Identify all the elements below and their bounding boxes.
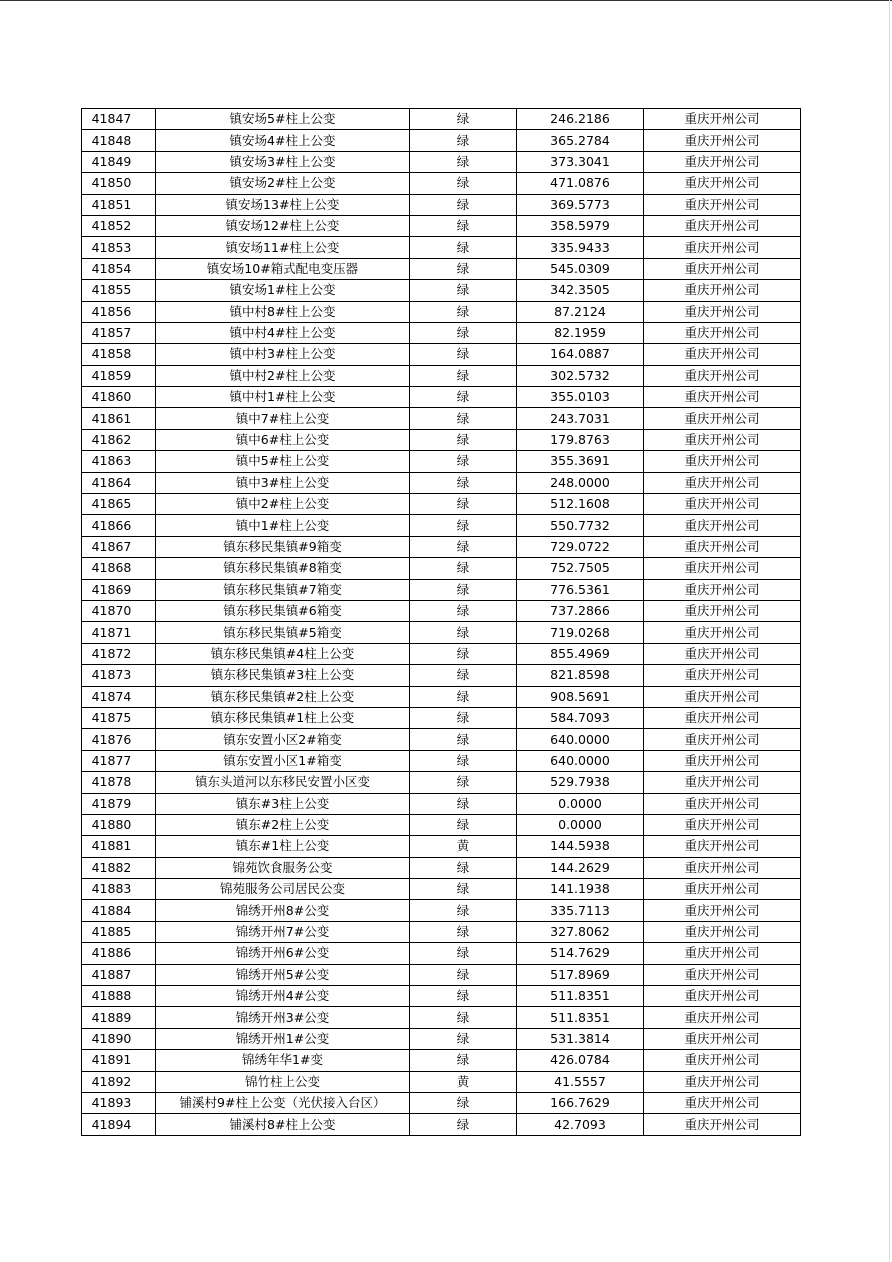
cell-id: 41859 [82,365,156,386]
cell-id: 41885 [82,921,156,942]
cell-id: 41858 [82,344,156,365]
table-row [82,943,801,964]
cell-status: 绿 [410,258,517,279]
cell-value: 144.5938 [517,836,644,857]
cell-company: 重庆开州公司 [644,986,801,1007]
cell-status: 绿 [410,665,517,686]
cell-name: 镇中3#柱上公变 [156,472,410,493]
cell-value: 640.0000 [517,729,644,750]
cell-id: 41861 [82,408,156,429]
cell-value: 855.4969 [517,643,644,664]
table-row [82,322,801,343]
cell-name: 铺溪村8#柱上公变 [156,1114,410,1135]
cell-name: 镇中村2#柱上公变 [156,365,410,386]
cell-company: 重庆开州公司 [644,686,801,707]
table-row [82,280,801,301]
cell-value: 545.0309 [517,258,644,279]
cell-value: 584.7093 [517,707,644,728]
cell-status: 绿 [410,429,517,450]
cell-id: 41851 [82,194,156,215]
cell-status: 绿 [410,1028,517,1049]
cell-id: 41849 [82,151,156,172]
cell-company: 重庆开州公司 [644,280,801,301]
cell-id: 41868 [82,558,156,579]
cell-company: 重庆开州公司 [644,1092,801,1113]
table-row [82,836,801,857]
cell-value: 737.2866 [517,600,644,621]
cell-value: 342.3505 [517,280,644,301]
cell-status: 绿 [410,322,517,343]
cell-status: 绿 [410,579,517,600]
cell-company: 重庆开州公司 [644,921,801,942]
cell-status: 黄 [410,1071,517,1092]
cell-name: 镇东#2柱上公变 [156,814,410,835]
cell-id: 41876 [82,729,156,750]
cell-status: 绿 [410,194,517,215]
cell-name: 镇东安置小区1#箱变 [156,750,410,771]
cell-name: 锦绣开州4#公变 [156,986,410,1007]
table-row [82,429,801,450]
cell-value: 179.8763 [517,429,644,450]
table-row [82,1092,801,1113]
cell-value: 471.0876 [517,173,644,194]
cell-value: 511.8351 [517,1007,644,1028]
cell-company: 重庆开州公司 [644,857,801,878]
cell-name: 镇东移民集镇#8箱变 [156,558,410,579]
cell-status: 绿 [410,879,517,900]
cell-company: 重庆开州公司 [644,536,801,557]
cell-value: 752.7505 [517,558,644,579]
cell-status: 绿 [410,943,517,964]
cell-name: 锦绣开州6#公变 [156,943,410,964]
table-row [82,451,801,472]
table-row [82,344,801,365]
cell-id: 41848 [82,130,156,151]
cell-value: 529.7938 [517,772,644,793]
cell-id: 41857 [82,322,156,343]
cell-status: 绿 [410,1092,517,1113]
cell-name: 镇东头道河以东移民安置小区变 [156,772,410,793]
cell-name: 镇东移民集镇#3柱上公变 [156,665,410,686]
table-row [82,900,801,921]
cell-status: 绿 [410,1050,517,1071]
cell-value: 42.7093 [517,1114,644,1135]
cell-company: 重庆开州公司 [644,729,801,750]
cell-value: 719.0268 [517,622,644,643]
cell-name: 镇安场2#柱上公变 [156,173,410,194]
cell-name: 镇安场5#柱上公变 [156,109,410,130]
cell-id: 41847 [82,109,156,130]
cell-value: 511.8351 [517,986,644,1007]
cell-name: 锦绣开州5#公变 [156,964,410,985]
cell-id: 41884 [82,900,156,921]
cell-company: 重庆开州公司 [644,408,801,429]
cell-name: 镇安场3#柱上公变 [156,151,410,172]
cell-status: 绿 [410,558,517,579]
cell-id: 41863 [82,451,156,472]
cell-company: 重庆开州公司 [644,1071,801,1092]
table-body [82,109,801,1136]
cell-company: 重庆开州公司 [644,1050,801,1071]
cell-company: 重庆开州公司 [644,665,801,686]
table-row [82,857,801,878]
cell-name: 镇安场10#箱式配电变压器 [156,258,410,279]
cell-status: 绿 [410,387,517,408]
cell-value: 335.9433 [517,237,644,258]
cell-company: 重庆开州公司 [644,579,801,600]
cell-company: 重庆开州公司 [644,515,801,536]
cell-status: 绿 [410,750,517,771]
table-row [82,258,801,279]
cell-id: 41871 [82,622,156,643]
table-row [82,1028,801,1049]
cell-name: 镇东#3柱上公变 [156,793,410,814]
cell-status: 绿 [410,365,517,386]
cell-company: 重庆开州公司 [644,429,801,450]
cell-value: 248.0000 [517,472,644,493]
cell-status: 绿 [410,280,517,301]
cell-value: 373.3041 [517,151,644,172]
cell-status: 绿 [410,793,517,814]
cell-value: 166.7629 [517,1092,644,1113]
table-row [82,986,801,1007]
cell-id: 41862 [82,429,156,450]
table-row [82,215,801,236]
table-row [82,729,801,750]
cell-company: 重庆开州公司 [644,1028,801,1049]
cell-company: 重庆开州公司 [644,109,801,130]
cell-status: 绿 [410,536,517,557]
cell-name: 镇中村1#柱上公变 [156,387,410,408]
cell-id: 41875 [82,707,156,728]
cell-value: 87.2124 [517,301,644,322]
table-row [82,622,801,643]
cell-company: 重庆开州公司 [644,365,801,386]
cell-name: 锦绣开州3#公变 [156,1007,410,1028]
cell-name: 锦绣开州8#公变 [156,900,410,921]
cell-value: 355.3691 [517,451,644,472]
cell-status: 黄 [410,836,517,857]
cell-company: 重庆开州公司 [644,301,801,322]
cell-status: 绿 [410,986,517,1007]
cell-id: 41856 [82,301,156,322]
table-row [82,130,801,151]
cell-id: 41869 [82,579,156,600]
cell-name: 镇东移民集镇#6箱变 [156,600,410,621]
cell-company: 重庆开州公司 [644,707,801,728]
cell-name: 镇东移民集镇#5箱变 [156,622,410,643]
table-row [82,1007,801,1028]
table-row [82,643,801,664]
cell-id: 41883 [82,879,156,900]
cell-name: 铺溪村9#柱上公变（光伏接入台区） [156,1092,410,1113]
cell-value: 0.0000 [517,814,644,835]
cell-name: 镇安场4#柱上公变 [156,130,410,151]
cell-status: 绿 [410,772,517,793]
cell-value: 365.2784 [517,130,644,151]
cell-name: 镇东移民集镇#1柱上公变 [156,707,410,728]
cell-company: 重庆开州公司 [644,750,801,771]
cell-status: 绿 [410,344,517,365]
cell-name: 锦绣开州1#公变 [156,1028,410,1049]
cell-value: 335.7113 [517,900,644,921]
cell-company: 重庆开州公司 [644,494,801,515]
table-row [82,408,801,429]
cell-company: 重庆开州公司 [644,194,801,215]
cell-company: 重庆开州公司 [644,814,801,835]
cell-company: 重庆开州公司 [644,1114,801,1135]
table-row [82,814,801,835]
cell-name: 锦绣年华1#变 [156,1050,410,1071]
transformer-table [81,108,801,1136]
cell-company: 重庆开州公司 [644,173,801,194]
cell-id: 41866 [82,515,156,536]
cell-status: 绿 [410,173,517,194]
cell-status: 绿 [410,515,517,536]
cell-value: 821.8598 [517,665,644,686]
cell-name: 镇中5#柱上公变 [156,451,410,472]
cell-value: 550.7732 [517,515,644,536]
cell-name: 锦竹柱上公变 [156,1071,410,1092]
cell-name: 锦绣开州7#公变 [156,921,410,942]
table-row [82,579,801,600]
cell-name: 镇中2#柱上公变 [156,494,410,515]
cell-company: 重庆开州公司 [644,237,801,258]
cell-name: 镇中村8#柱上公变 [156,301,410,322]
cell-name: 镇东移民集镇#4柱上公变 [156,643,410,664]
cell-id: 41850 [82,173,156,194]
cell-company: 重庆开州公司 [644,622,801,643]
cell-value: 358.5979 [517,215,644,236]
cell-status: 绿 [410,451,517,472]
cell-value: 426.0784 [517,1050,644,1071]
cell-name: 镇中6#柱上公变 [156,429,410,450]
cell-name: 镇东移民集镇#7箱变 [156,579,410,600]
cell-name: 镇东安置小区2#箱变 [156,729,410,750]
cell-id: 41889 [82,1007,156,1028]
table-row [82,194,801,215]
cell-value: 144.2629 [517,857,644,878]
cell-company: 重庆开州公司 [644,215,801,236]
page-top-border [0,0,892,1]
cell-id: 41864 [82,472,156,493]
cell-company: 重庆开州公司 [644,836,801,857]
cell-id: 41890 [82,1028,156,1049]
cell-value: 531.3814 [517,1028,644,1049]
cell-id: 41892 [82,1071,156,1092]
cell-status: 绿 [410,494,517,515]
cell-id: 41854 [82,258,156,279]
cell-value: 0.0000 [517,793,644,814]
cell-status: 绿 [410,814,517,835]
cell-company: 重庆开州公司 [644,879,801,900]
table-row [82,707,801,728]
cell-company: 重庆开州公司 [644,943,801,964]
cell-company: 重庆开州公司 [644,322,801,343]
cell-company: 重庆开州公司 [644,130,801,151]
cell-status: 绿 [410,921,517,942]
cell-status: 绿 [410,622,517,643]
cell-status: 绿 [410,109,517,130]
table-row [82,237,801,258]
cell-name: 镇中村4#柱上公变 [156,322,410,343]
cell-name: 锦苑饮食服务公变 [156,857,410,878]
cell-id: 41881 [82,836,156,857]
cell-status: 绿 [410,408,517,429]
cell-company: 重庆开州公司 [644,1007,801,1028]
table-row [82,387,801,408]
cell-value: 512.1608 [517,494,644,515]
cell-id: 41855 [82,280,156,301]
cell-name: 镇中村3#柱上公变 [156,344,410,365]
cell-name: 镇安场11#柱上公变 [156,237,410,258]
table-row [82,536,801,557]
cell-value: 640.0000 [517,750,644,771]
cell-value: 908.5691 [517,686,644,707]
cell-id: 41888 [82,986,156,1007]
cell-name: 镇安场12#柱上公变 [156,215,410,236]
cell-status: 绿 [410,472,517,493]
cell-id: 41872 [82,643,156,664]
cell-value: 729.0722 [517,536,644,557]
cell-status: 绿 [410,151,517,172]
table-row [82,472,801,493]
cell-id: 41880 [82,814,156,835]
page-right-edge [889,0,890,1262]
cell-status: 绿 [410,964,517,985]
table-row [82,772,801,793]
cell-id: 41879 [82,793,156,814]
cell-id: 41887 [82,964,156,985]
cell-id: 41878 [82,772,156,793]
cell-status: 绿 [410,215,517,236]
cell-value: 302.5732 [517,365,644,386]
cell-name: 镇东移民集镇#9箱变 [156,536,410,557]
table-row [82,151,801,172]
cell-company: 重庆开州公司 [644,151,801,172]
table-row [82,173,801,194]
cell-id: 41893 [82,1092,156,1113]
cell-id: 41852 [82,215,156,236]
cell-value: 327.8062 [517,921,644,942]
cell-name: 镇中1#柱上公变 [156,515,410,536]
cell-company: 重庆开州公司 [644,900,801,921]
cell-name: 锦苑服务公司居民公变 [156,879,410,900]
table-row [82,921,801,942]
cell-value: 41.5557 [517,1071,644,1092]
cell-id: 41886 [82,943,156,964]
cell-status: 绿 [410,237,517,258]
table-row [82,494,801,515]
table-row [82,365,801,386]
cell-value: 776.5361 [517,579,644,600]
table-row [82,665,801,686]
cell-company: 重庆开州公司 [644,344,801,365]
cell-status: 绿 [410,707,517,728]
cell-id: 41874 [82,686,156,707]
cell-name: 镇东#1柱上公变 [156,836,410,857]
cell-value: 246.2186 [517,109,644,130]
table-row [82,301,801,322]
cell-id: 41873 [82,665,156,686]
table-row [82,750,801,771]
table-row [82,1114,801,1135]
cell-status: 绿 [410,900,517,921]
cell-id: 41865 [82,494,156,515]
table-row [82,964,801,985]
table-row [82,558,801,579]
cell-value: 164.0887 [517,344,644,365]
cell-id: 41870 [82,600,156,621]
table-row [82,879,801,900]
cell-name: 镇安场1#柱上公变 [156,280,410,301]
cell-company: 重庆开州公司 [644,472,801,493]
cell-id: 41894 [82,1114,156,1135]
cell-company: 重庆开州公司 [644,772,801,793]
cell-name: 镇中7#柱上公变 [156,408,410,429]
cell-value: 141.1938 [517,879,644,900]
cell-value: 82.1959 [517,322,644,343]
cell-id: 41860 [82,387,156,408]
cell-value: 514.7629 [517,943,644,964]
cell-id: 41877 [82,750,156,771]
cell-company: 重庆开州公司 [644,387,801,408]
cell-company: 重庆开州公司 [644,964,801,985]
cell-status: 绿 [410,729,517,750]
table-row [82,109,801,130]
cell-company: 重庆开州公司 [644,600,801,621]
cell-status: 绿 [410,130,517,151]
cell-company: 重庆开州公司 [644,643,801,664]
cell-status: 绿 [410,301,517,322]
cell-id: 41867 [82,536,156,557]
cell-name: 镇东移民集镇#2柱上公变 [156,686,410,707]
cell-status: 绿 [410,643,517,664]
table-row [82,1050,801,1071]
table-row [82,515,801,536]
cell-id: 41882 [82,857,156,878]
cell-value: 243.7031 [517,408,644,429]
cell-company: 重庆开州公司 [644,258,801,279]
table-row [82,600,801,621]
cell-company: 重庆开州公司 [644,793,801,814]
cell-status: 绿 [410,857,517,878]
cell-value: 355.0103 [517,387,644,408]
cell-company: 重庆开州公司 [644,451,801,472]
cell-status: 绿 [410,1114,517,1135]
cell-status: 绿 [410,686,517,707]
table-row [82,1071,801,1092]
cell-status: 绿 [410,1007,517,1028]
cell-value: 369.5773 [517,194,644,215]
cell-id: 41891 [82,1050,156,1071]
table-row [82,793,801,814]
cell-id: 41853 [82,237,156,258]
cell-value: 517.8969 [517,964,644,985]
cell-status: 绿 [410,600,517,621]
table-row [82,686,801,707]
cell-name: 镇安场13#柱上公变 [156,194,410,215]
cell-company: 重庆开州公司 [644,558,801,579]
